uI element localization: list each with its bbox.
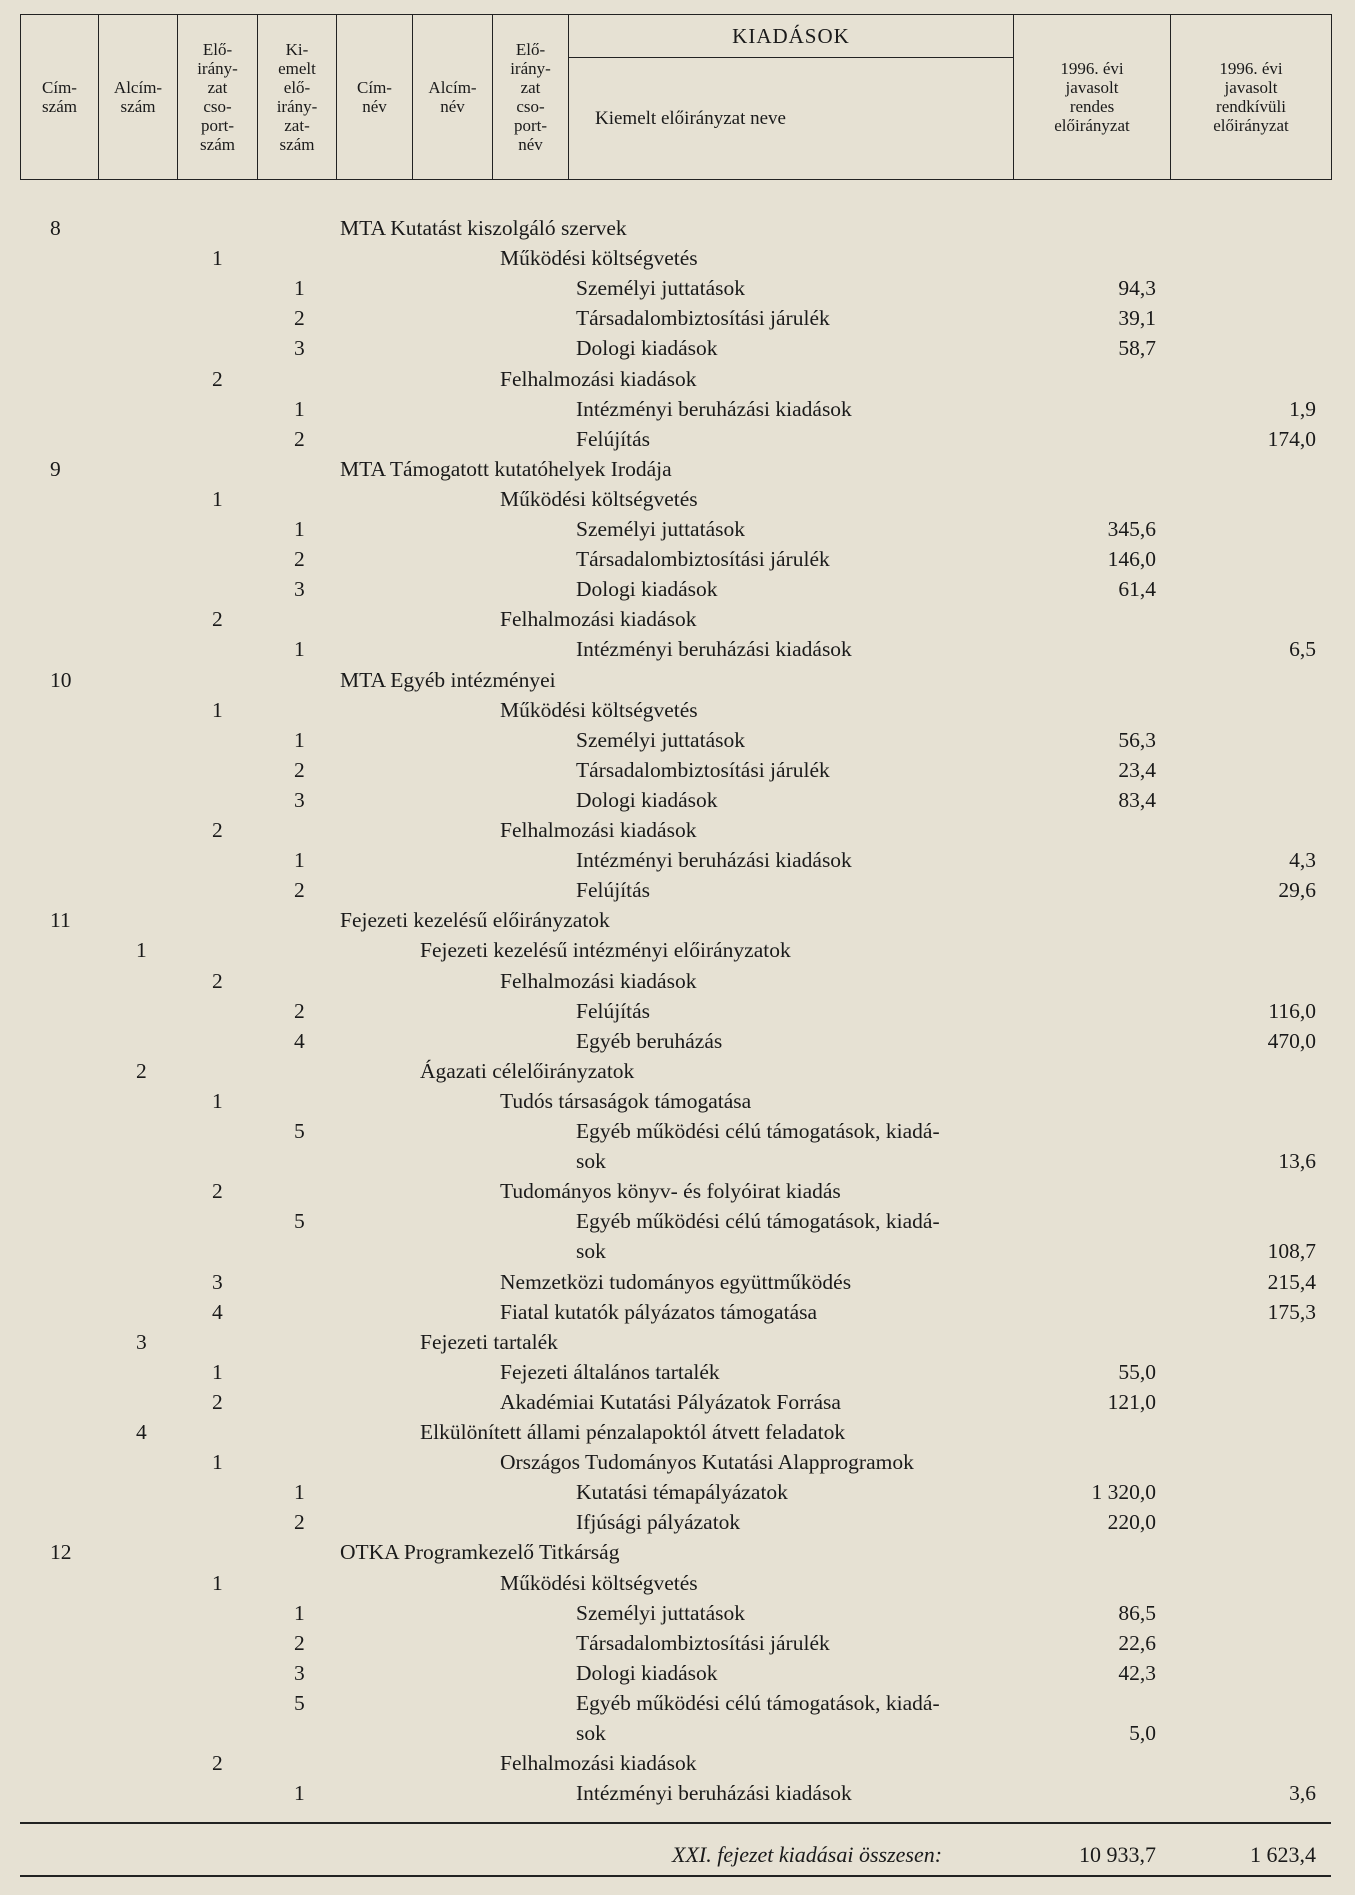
row-name: Működési költségvetés [500, 246, 698, 271]
row-name: Társadalombiztosítási járulék [576, 306, 830, 331]
row-rendes-value: 23,4 [1118, 757, 1156, 782]
row-name: Egyéb működési célú támogatások, kiadá- [576, 1119, 940, 1143]
row-csoport-szam: 2 [212, 366, 223, 391]
row-rendes-value: 5,0 [1129, 1721, 1156, 1745]
row-name: Egyéb beruházás [576, 1028, 723, 1053]
row-cim-szam: 10 [50, 667, 72, 692]
header-rendes-eloiranyzat: 1996. évi javasolt rendes előirányzat [1014, 15, 1171, 180]
row-name: Működési költségvetés [500, 1570, 698, 1595]
row-name: Személyi juttatások [576, 1600, 745, 1625]
row-kiemelt-szam: 5 [294, 1119, 305, 1143]
row-kiemelt-szam: 2 [294, 878, 305, 903]
row-csoport-szam: 2 [212, 1751, 223, 1776]
row-csoport-szam: 2 [212, 607, 223, 632]
header-kiemelt-eloiranyzat-neve: Kiemelt előirányzat neve [569, 58, 1014, 180]
row-name: Felhalmozási kiadások [500, 818, 697, 842]
row-rendes-value: 345,6 [1107, 517, 1156, 541]
header-rendkivuli-eloiranyzat: 1996. évi javasolt rendkívüli előirányzat [1171, 15, 1332, 180]
row-name: OTKA Programkezelő Titkárság [340, 1540, 620, 1565]
row-cim-szam: 9 [50, 456, 61, 481]
row-name-continuation: sok [576, 1239, 606, 1264]
row-kiemelt-szam: 1 [294, 727, 305, 752]
row-kiemelt-szam: 1 [294, 848, 305, 873]
row-name: Tudós társaságok támogatása [500, 1088, 752, 1113]
header-eloiranyzat-csoport-szam: Elő- irány- zat cso- port- szám [178, 15, 258, 180]
row-name: Országos Tudományos Kutatási Alapprogramok [500, 1450, 914, 1475]
row-csoport-szam: 1 [212, 486, 223, 511]
row-csoport-szam: 3 [212, 1269, 223, 1294]
total-top-rule [20, 1822, 1331, 1824]
row-rendes-value: 1 320,0 [1091, 1480, 1156, 1505]
row-kiemelt-szam: 2 [294, 998, 305, 1023]
row-name: Intézményi beruházási kiadások [576, 1781, 852, 1806]
row-name: Nemzetközi tudományos együttműködés [500, 1269, 852, 1294]
row-name: Dologi kiadások [576, 336, 718, 361]
row-name: Személyi juttatások [576, 727, 745, 752]
row-name: MTA Egyéb intézményei [340, 667, 556, 692]
row-kiemelt-szam: 1 [294, 517, 305, 541]
row-rendkivuli-value: 174,0 [1267, 426, 1316, 451]
row-kiemelt-szam: 2 [294, 306, 305, 331]
row-alcim-szam: 4 [136, 1420, 147, 1444]
row-alcim-szam: 2 [136, 1058, 147, 1083]
row-csoport-szam: 1 [212, 1359, 223, 1384]
row-kiemelt-szam: 3 [294, 1660, 305, 1685]
row-name: Társadalombiztosítási járulék [576, 1630, 830, 1655]
row-name: Intézményi beruházási kiadások [576, 637, 852, 662]
row-rendes-value: 94,3 [1118, 276, 1156, 301]
row-rendkivuli-value: 108,7 [1267, 1239, 1316, 1264]
row-csoport-szam: 1 [212, 1450, 223, 1475]
row-rendes-value: 220,0 [1107, 1510, 1156, 1535]
row-kiemelt-szam: 1 [294, 1600, 305, 1625]
row-rendkivuli-value: 215,4 [1267, 1269, 1316, 1294]
row-name: Felújítás [576, 998, 651, 1023]
row-csoport-szam: 1 [212, 1570, 223, 1595]
row-kiemelt-szam: 1 [294, 1480, 305, 1505]
row-csoport-szam: 1 [212, 697, 223, 722]
header-kiemelt-eloiranyzat-szam: Ki- emelt elő- irány- zat- szám [258, 15, 337, 180]
row-kiemelt-szam: 4 [294, 1028, 305, 1053]
row-rendes-value: 42,3 [1118, 1660, 1156, 1685]
row-kiemelt-szam: 2 [294, 547, 305, 572]
row-csoport-szam: 2 [212, 1179, 223, 1204]
row-kiemelt-szam: 3 [294, 336, 305, 361]
row-name: Személyi juttatások [576, 517, 745, 541]
row-kiemelt-szam: 1 [294, 1781, 305, 1806]
row-rendes-value: 83,4 [1118, 787, 1156, 812]
row-alcim-szam: 3 [136, 1329, 147, 1354]
row-name: Dologi kiadások [576, 1660, 718, 1685]
header-cim-szam: Cím- szám [21, 15, 99, 180]
row-name: Fejezeti általános tartalék [500, 1359, 720, 1384]
total-rendes-value: 10 933,7 [1079, 1842, 1156, 1867]
header-alcim-nev: Alcím- név [413, 15, 493, 180]
row-name: Intézményi beruházási kiadások [576, 848, 852, 873]
row-kiemelt-szam: 2 [294, 1630, 305, 1655]
row-rendes-value: 61,4 [1118, 577, 1156, 602]
row-rendkivuli-value: 4,3 [1289, 848, 1316, 873]
row-name: Elkülönített állami pénzalapoktól átvett feladatok [420, 1420, 846, 1444]
row-name: Akadémiai Kutatási Pályázatok Forrása [500, 1389, 841, 1414]
row-rendes-value: 39,1 [1118, 306, 1156, 331]
header-alcim-szam: Alcím- szám [99, 15, 178, 180]
row-rendkivuli-value: 470,0 [1267, 1028, 1316, 1053]
header-cim-nev: Cím- név [337, 15, 413, 180]
row-kiemelt-szam: 5 [294, 1690, 305, 1715]
total-bottom-rule [20, 1875, 1331, 1877]
row-cim-szam: 12 [50, 1540, 72, 1565]
row-name: MTA Kutatást kiszolgáló szervek [340, 216, 627, 240]
row-name: Fejezeti kezelésű intézményi előirányzatok [420, 938, 791, 963]
row-name: Személyi juttatások [576, 276, 745, 301]
row-rendkivuli-value: 1,9 [1289, 396, 1316, 421]
row-kiemelt-szam: 3 [294, 787, 305, 812]
row-name: Fiatal kutatók pályázatos támogatása [500, 1299, 818, 1324]
row-name: Társadalombiztosítási járulék [576, 757, 830, 782]
header-kiadasok: KIADÁSOK [569, 15, 1014, 58]
row-name: Dologi kiadások [576, 787, 718, 812]
row-rendes-value: 56,3 [1118, 727, 1156, 752]
row-rendes-value: 55,0 [1118, 1359, 1156, 1384]
row-rendkivuli-value: 3,6 [1289, 1781, 1316, 1806]
header-eloiranyzat-csoport-nev: Elő- irány- zat cso- port- név [493, 15, 569, 180]
row-name: Felújítás [576, 878, 651, 903]
row-name: Felhalmozási kiadások [500, 366, 697, 391]
row-rendkivuli-value: 29,6 [1278, 878, 1316, 903]
row-csoport-szam: 2 [212, 1389, 223, 1414]
row-kiemelt-szam: 5 [294, 1209, 305, 1234]
row-kiemelt-szam: 1 [294, 396, 305, 421]
row-rendkivuli-value: 6,5 [1289, 637, 1316, 662]
row-csoport-szam: 1 [212, 246, 223, 271]
row-name: Egyéb működési célú támogatások, kiadá- [576, 1209, 940, 1234]
row-name: Fejezeti kezelésű előirányzatok [340, 908, 610, 933]
row-rendes-value: 58,7 [1118, 336, 1156, 361]
row-name: Dologi kiadások [576, 577, 718, 602]
row-name: Ifjúsági pályázatok [576, 1510, 741, 1535]
row-name: Fejezeti tartalék [420, 1329, 558, 1354]
row-rendes-value: 121,0 [1107, 1389, 1156, 1414]
row-kiemelt-szam: 2 [294, 426, 305, 451]
row-rendkivuli-value: 13,6 [1278, 1149, 1316, 1174]
row-name: Ágazati célelőirányzatok [420, 1058, 635, 1083]
row-kiemelt-szam: 2 [294, 757, 305, 782]
row-name: Társadalombiztosítási járulék [576, 547, 830, 572]
row-name: MTA Támogatott kutatóhelyek Irodája [340, 456, 672, 481]
row-rendkivuli-value: 116,0 [1268, 998, 1316, 1023]
row-name: Működési költségvetés [500, 486, 698, 511]
row-name: Egyéb működési célú támogatások, kiadá- [576, 1690, 940, 1715]
row-name: Működési költségvetés [500, 697, 698, 722]
row-rendes-value: 146,0 [1107, 547, 1156, 572]
row-csoport-szam: 4 [212, 1299, 223, 1324]
row-alcim-szam: 1 [136, 938, 147, 963]
row-kiemelt-szam: 1 [294, 276, 305, 301]
row-name-continuation: sok [576, 1149, 606, 1174]
row-kiemelt-szam: 1 [294, 637, 305, 662]
row-name: Intézményi beruházási kiadások [576, 396, 852, 421]
row-rendes-value: 86,5 [1118, 1600, 1156, 1625]
total-label: XXI. fejezet kiadásai összesen: [672, 1842, 943, 1867]
row-cim-szam: 11 [50, 908, 71, 933]
row-kiemelt-szam: 2 [294, 1510, 305, 1535]
row-name: Tudományos könyv- és folyóirat kiadás [500, 1179, 841, 1204]
row-name: Felhalmozási kiadások [500, 1751, 697, 1776]
row-name: Felújítás [576, 426, 651, 451]
row-name: Kutatási témapályázatok [576, 1480, 788, 1505]
row-name: Felhalmozási kiadások [500, 968, 697, 993]
row-name-continuation: sok [576, 1721, 606, 1745]
total-rendkivuli-value: 1 623,4 [1250, 1842, 1316, 1867]
row-name: Felhalmozási kiadások [500, 607, 697, 632]
row-rendkivuli-value: 175,3 [1267, 1299, 1316, 1324]
row-rendes-value: 22,6 [1118, 1630, 1156, 1655]
row-kiemelt-szam: 3 [294, 577, 305, 602]
row-csoport-szam: 2 [212, 968, 223, 993]
row-cim-szam: 8 [50, 216, 61, 240]
row-csoport-szam: 1 [212, 1088, 223, 1113]
row-csoport-szam: 2 [212, 818, 223, 842]
